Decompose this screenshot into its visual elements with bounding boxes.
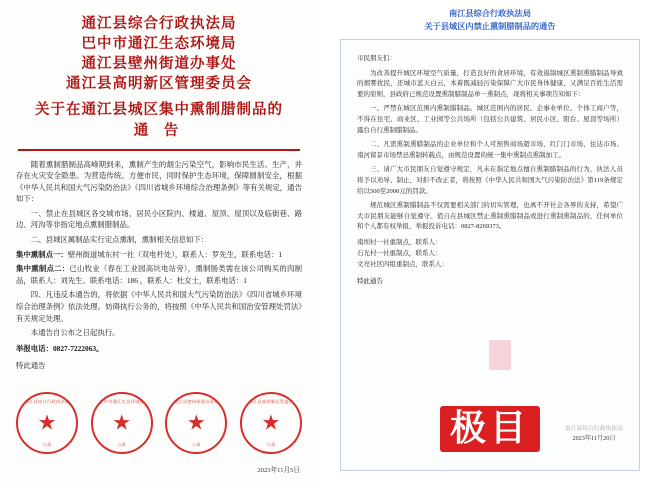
left-notice-document — [0, 0, 318, 488]
right-header-title: 关于县域区内禁止熏制腊制品的通告 — [424, 22, 556, 31]
left-org-1: 通江县综合行政执法局 — [81, 16, 237, 32]
left-paragraph-3: 二、县城区属制品实行定点熏制，熏制相关信息如下： — [30, 235, 209, 245]
left-paragraph-5: 本通告自公布之日起执行。 — [30, 328, 120, 338]
left-hotline-label: 举报电话： — [16, 343, 53, 353]
left-title-line-2: 通 告 — [133, 123, 185, 139]
right-signature-org: 南江县综合行政执法局 — [565, 426, 623, 432]
left-site-2-text: 已山牧业（春在工业园高坑电站旁），熏制肠类需在该公司购买的肉制品，联系人：刘先生、联系电话：186 ，联系人：杜女士，联系电话：1 — [16, 264, 302, 285]
left-site-2 — [16, 263, 302, 286]
redaction-mark — [489, 340, 511, 370]
right-closing: 特此通告 — [357, 277, 383, 285]
left-title-line-1: 关于在通江县城区集中熏制腊制品的 — [35, 102, 283, 118]
seal-1-top-text: 通江县综合行政执法局 — [24, 399, 70, 404]
seal-3-bottom-text: 公章 — [192, 442, 201, 447]
left-paragraph-2: 一、禁止在县城区各交城市场、居民小区院内、楼道、屋顶、屋顶以及临街巷、路边、河沟等非指定地点熏制腊制品。 — [16, 208, 302, 230]
left-hotline — [16, 343, 302, 355]
left-site-1-text: 壁州街道城东村一社（双电杆处），联系人：罗先生，联系电话：1 — [67, 249, 283, 259]
right-notice-document — [330, 0, 650, 488]
seal-1-bottom-text: 公章 — [42, 442, 52, 447]
left-paragraph-4: 四、凡违反本通告的，将依据《中华人民共和国大气污染防治法》《四川省城乡环境综合治理条例》依法处理。妨碍执行公务的，将按照《中华人民共和国治安管理处罚法》有关规定处理。 — [16, 290, 302, 323]
left-site-2-label: 集中熏制点二： — [16, 264, 70, 274]
right-contact-2: 石光村一社重制点，联系人： — [357, 249, 442, 257]
star-icon: ★ — [112, 410, 132, 435]
official-seal-2 — [91, 392, 153, 454]
right-contact-1: 南坝村一社重制点，联系人： — [357, 238, 442, 246]
left-red-divider — [18, 149, 300, 151]
right-contact-list — [357, 237, 623, 270]
star-icon: ★ — [186, 410, 206, 435]
page-divider — [318, 0, 330, 488]
official-seal-4 — [240, 392, 302, 454]
right-paragraph-4: 三、请广大市民朋友自觉遵守规定，凡未在指定地点擅自熏制腊制品的行为，执法人员将予以劝导、制止，对拒不改正者，将按照《中华人民共和国大气污染防治法》第119条规定给以500至2000元的罚款。 — [357, 166, 623, 195]
left-signature-block — [16, 343, 302, 372]
seal-2-bottom-text: 公章 — [117, 442, 126, 447]
left-seal-row — [16, 392, 302, 454]
left-paragraph-1: 随着熏制腊制品高峰期到来，熏制产生的烟尘污染空气，影响市民生活、生产，并存在火灾安全隐患。为营造传统、方便市民，同时保护生态环境，保障圆制安全，根据《中华人民共和国大气污染防治法》《四川省城乡环境综合治理条例》等有关规定，通告如下： — [16, 159, 302, 204]
left-org-4: 通江县高明新区管理委员会 — [66, 76, 252, 92]
right-signature-date: 2023年11月20日 — [572, 435, 616, 442]
left-org-3: 通江县壁州街道办事处 — [81, 56, 237, 72]
left-org-2: 巴中市通江生态环境局 — [81, 36, 237, 52]
left-site-1 — [16, 249, 302, 261]
left-document-date: 2023年11月5日 — [257, 467, 300, 474]
official-seal-3 — [165, 392, 227, 454]
right-paragraph-2: 一、严禁在城区范围内熏制腊制品。城区范围内的居民、企事业单位、个体工商户等，不得在住宅、商业区、工业园等公共场所（包括公共建筑、居民小区、阳台、屋顶等场所）露台自行熏制腊制品。 — [357, 105, 623, 134]
right-contact-3: 文亮社区四组重制点，联系人： — [357, 260, 448, 268]
right-salutation: 市民朋友们： — [357, 55, 396, 62]
seal-4-top-text: 通江县高明新区管委会 — [248, 399, 294, 404]
watermark-logo: 极目 — [440, 406, 540, 452]
seal-4-bottom-text: 公章 — [266, 442, 276, 447]
right-paragraph-1: 为改善提升城区环境空气质量，打造良好的食居环境，有效遏制城区熏制熏腊制品导致的烟雾扰民，还城市蓝天白云，本着既减轻污染保障广大市民身体健康，又满足百姓生活需要的原则，县政府已规范设置熏制腊制品单一熏制点，现将相关事项告知如下： — [357, 69, 623, 98]
right-paragraph-3: 二、凡需熏制熏腊制品的企业单位和个人可预售商场超市场、红门门市场、住达市场、南河留景市场禁忌熏制转载点，由规范设置的统一集中熏制点熏制加工。 — [357, 141, 623, 159]
seal-2-top-text: 巴中市通江生态环境局 — [99, 399, 145, 404]
left-hotline-value: 0827-7222063。 — [52, 343, 104, 353]
right-signature-block — [565, 424, 623, 444]
seal-3-top-text: 通江县壁州街道办事处 — [173, 399, 219, 404]
left-closing: 特此通告 — [16, 361, 46, 371]
right-document-card — [340, 39, 640, 471]
left-body — [16, 159, 302, 339]
star-icon: ★ — [261, 410, 281, 435]
right-body — [357, 54, 623, 233]
right-header-org: 南江县综合行政执法局 — [449, 9, 531, 18]
official-seal-1 — [16, 392, 78, 454]
left-site-1-label: 集中熏制点一： — [16, 249, 68, 259]
star-icon: ★ — [37, 410, 57, 435]
right-paragraph-5: 规范城区熏制腊制品不仅需要相关部门的切实管理，也离不开社会各界的支持，希望广大市民朋友能够自觉遵守。值自在县城区禁止熏制熏腊制品或进行熏制熏制品的，任何单位和个人都有权举报，举报投诉电话：0827-8269373。 — [357, 202, 623, 231]
